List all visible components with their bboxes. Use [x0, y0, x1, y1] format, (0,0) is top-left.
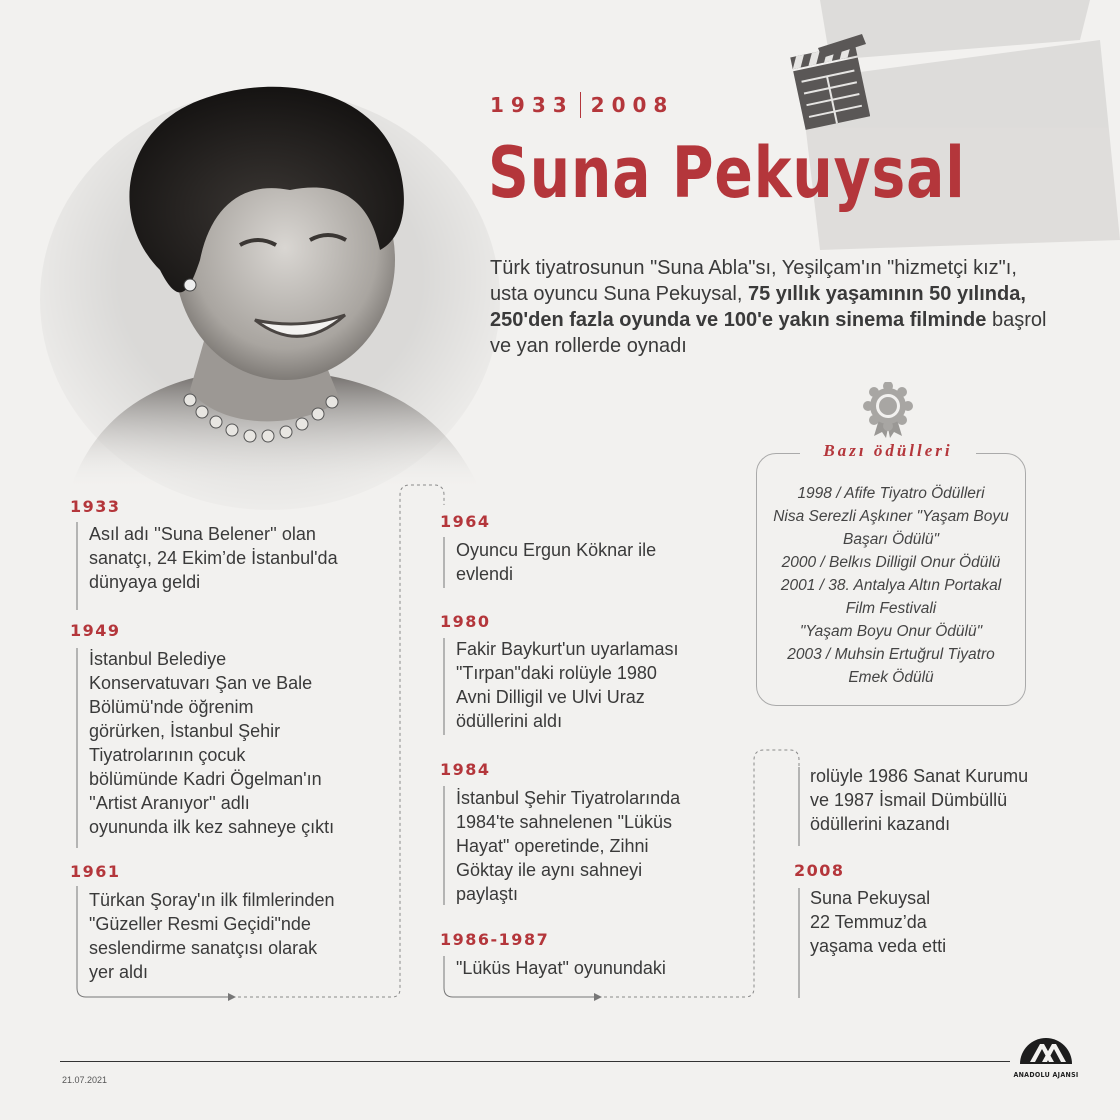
timeline-text	[89, 888, 335, 984]
timeline-text	[456, 786, 680, 906]
timeline-text	[456, 637, 679, 733]
timeline-line: oyununda ilk kez sahneye çıktı	[89, 817, 335, 837]
timeline-year: 2008	[794, 861, 845, 880]
timeline-line: Konservatuvarı Şan ve Bale	[89, 673, 313, 693]
timeline-line: rolüyle 1986 Sanat Kurumu	[810, 766, 1029, 786]
awards-heading: Bazı ödülleri	[800, 441, 976, 461]
award-line: Nisa Serezli Aşkıner "Yaşam Boyu	[773, 508, 1009, 525]
timeline-line: Tiyatrolarının çocuk	[89, 745, 246, 765]
award-line: 2003 / Muhsin Ertuğrul Tiyatro	[787, 646, 995, 663]
timeline-line: yer aldı	[89, 962, 149, 982]
timeline-line: Türkan Şoray'ın ilk filmlerinden	[89, 890, 335, 910]
timeline-line: paylaştı	[456, 884, 519, 904]
timeline-year: 1984	[440, 760, 491, 779]
timeline-text	[456, 956, 666, 980]
timeline-line: İstanbul Şehir Tiyatrolarında	[456, 788, 681, 808]
timeline-line: İstanbul Belediye	[89, 649, 227, 669]
timeline-line: Asıl adı ''Suna Belener'' olan	[89, 524, 316, 544]
award-line: 2001 / 38. Antalya Altın Portakal	[780, 577, 1002, 594]
death-year: 2008	[590, 93, 675, 117]
timeline-line: bölümünde Kadri Ögelman'ın	[89, 769, 322, 789]
award-line: Başarı Ödülü"	[843, 531, 939, 548]
timeline-line: Göktay ile aynı sahneyi	[456, 860, 643, 880]
timeline-line: 1984'te sahnelenen "Lüküs	[456, 812, 672, 832]
timeline-line: görürken, İstanbul Şehir	[89, 721, 281, 741]
timeline-year: 1964	[440, 512, 491, 531]
timeline-line: evlendi	[456, 564, 514, 584]
timeline-line: Bölümü'nde öğrenim	[89, 697, 254, 717]
timeline-line: Oyuncu Ergun Köknar ile	[456, 540, 657, 560]
award-line: Emek Ödülü	[848, 669, 934, 686]
timeline-line: "Tırpan"daki rolüyle 1980	[456, 663, 657, 683]
timeline-line: "Güzeller Resmi Geçidi"nde	[89, 914, 311, 934]
footer-divider	[60, 1061, 1010, 1062]
timeline-line: Avni Dilligil ve Ulvi Uraz	[456, 687, 645, 707]
timeline-line: ve 1987 İsmail Dümbüllü	[810, 790, 1008, 810]
timeline-line: ödüllerini aldı	[456, 711, 563, 731]
page-title: Suna Pekuysal	[488, 132, 966, 214]
timeline-line: ''Artist Aranıyor'' adlı	[89, 793, 250, 813]
timeline-line: "Lüküs Hayat" oyunundaki	[456, 958, 666, 978]
timeline-line: 22 Temmuz’da	[810, 912, 927, 932]
intro-text-start: Türk tiyatrosunun "Suna Abla"sı, Yeşilçam'ın "hizmetçi kız"ı, usta oyuncu Suna Pekuysal,	[490, 257, 1017, 305]
timeline-line: seslendirme sanatçısı olarak	[89, 938, 318, 958]
intro-text-end: başrol ve yan rollerde oynadı	[490, 309, 1047, 357]
timeline-text	[89, 647, 334, 839]
timeline-line: yaşama veda etti	[810, 936, 947, 956]
timeline-line: Fakir Baykurt'un uyarlaması	[456, 639, 679, 659]
award-line: Film Festivali	[845, 600, 937, 617]
timeline-line: ödüllerini kazandı	[810, 814, 951, 834]
birth-year: 1933	[490, 93, 574, 117]
timeline-year: 1986-1987	[440, 930, 550, 949]
timeline-year: 1949	[70, 621, 121, 640]
timeline-line: sanatçı, 24 Ekim’de İstanbul'da	[89, 548, 338, 568]
timeline-line: Suna Pekuysal	[810, 888, 931, 908]
timeline-text	[456, 538, 656, 586]
timeline-text	[89, 522, 338, 594]
timeline-year: 1980	[440, 612, 491, 631]
timeline-year: 1933	[70, 497, 121, 516]
timeline-text	[810, 764, 1028, 836]
timeline-line: dünyaya geldi	[89, 572, 201, 592]
award-line: 1998 / Afife Tiyatro Ödülleri	[797, 485, 985, 502]
timeline-text	[810, 886, 946, 958]
agency-name: ANADOLU AJANSI	[1013, 1071, 1079, 1079]
publish-date: 21.07.2021	[62, 1075, 108, 1085]
timeline-year: 1961	[70, 862, 121, 881]
award-line: 2000 / Belkıs Dilligil Onur Ödülü	[781, 554, 1001, 571]
intro-text-bold: 75 yıllık yaşamının 50 yılında, 250'den fazla oyunda ve 100'e yakın sinema filminde	[490, 283, 1026, 331]
award-line: "Yaşam Boyu Onur Ödülü"	[799, 623, 983, 640]
timeline-line: Hayat" operetinde, Zihni	[456, 836, 649, 856]
